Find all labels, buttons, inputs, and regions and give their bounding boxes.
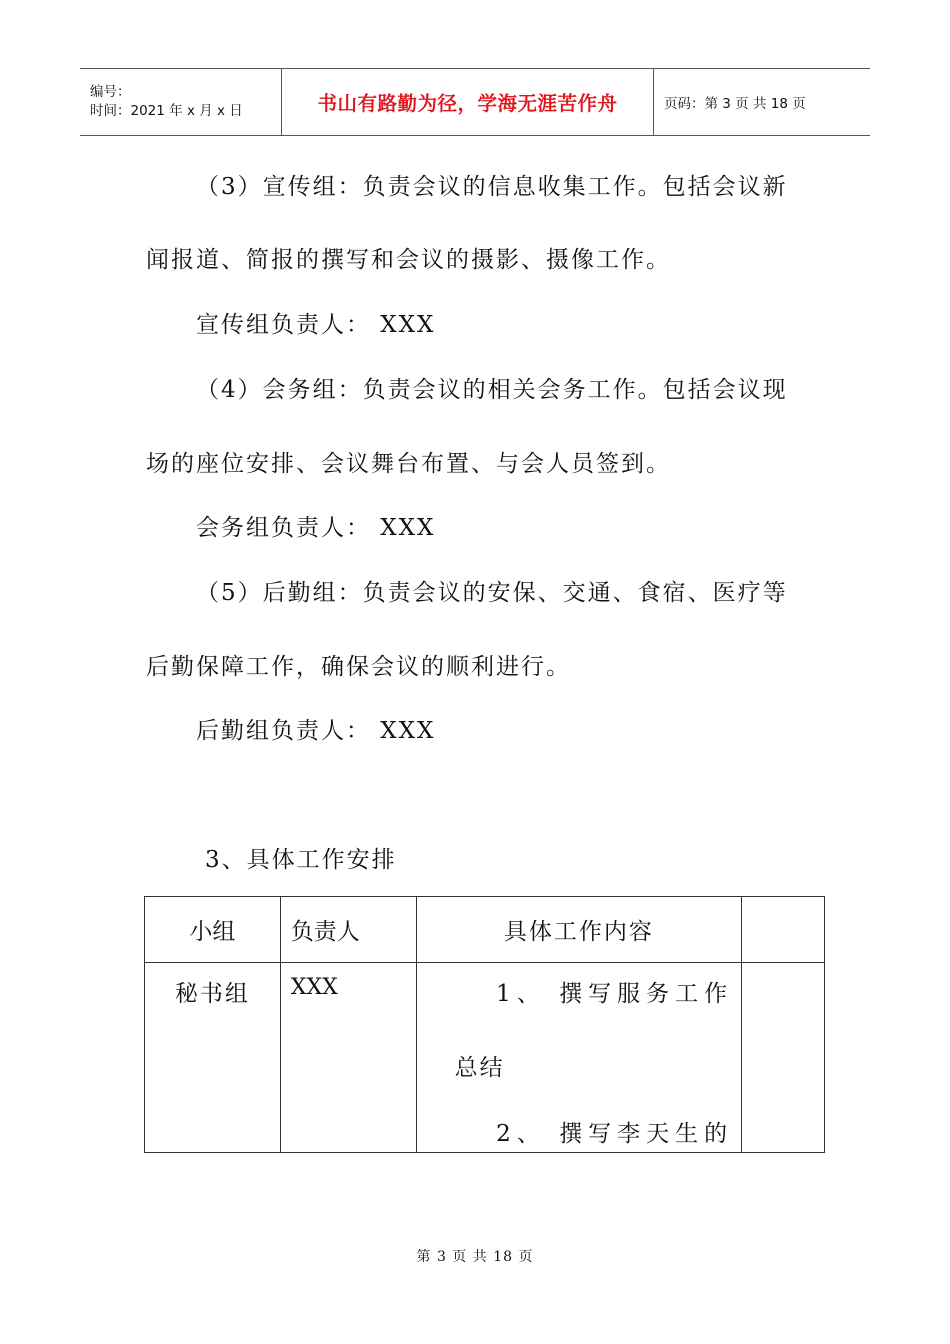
table-row [145,963,825,1153]
table-header-row [145,897,825,963]
page-header [80,68,870,136]
header-meta [80,69,282,135]
header-motto: 书山有路勤为径，学海无涯苦作舟 [317,92,618,115]
paragraph-publicity-line2: 闻报道、简报的撰写和会议的摄影、摄像工作。 [146,247,671,273]
paragraph-affairs-line1: （4）会务组：负责会议的相关会务工作。包括会议现 [196,377,788,403]
document-date-label: 时间：2021 年 x 月 x 日 [90,103,243,119]
paragraph-publicity-line1: （3）宣传组：负责会议的信息收集工作。包括会议新 [196,174,788,200]
page-footer: 第 3 页 共 18 页 [416,1249,534,1265]
logistics-lead: 后勤组负责人： XXX [196,718,436,744]
affairs-lead: 会务组负责人： XXX [196,515,436,541]
cell-blank [742,963,825,1153]
cell-content [416,963,741,1153]
section-title: 3、具体工作安排 [205,847,397,873]
header-content: 具体工作内容 [416,897,741,963]
paragraph-logistics-line2: 后勤保障工作，确保会议的顺利进行。 [146,654,571,680]
content-item-2: 2、 撰写李天生的 [496,1121,734,1147]
document-number-label: 编号： [90,84,131,100]
paragraph-affairs-line2: 场的座位安排、会议舞台布置、与会人员签到。 [146,451,671,477]
work-arrangement-table [144,896,825,1153]
header-lead: 负责人 [280,897,416,963]
content-item-1: 1、 撰写服务工作 [496,981,734,1007]
cell-lead: XXX [280,963,416,1153]
publicity-lead: 宣传组负责人： XXX [196,312,436,338]
header-page-info [654,69,870,135]
header-page-number: 页码：第 3 页 共 18 页 [664,96,806,112]
cell-group: 秘书组 [145,963,281,1153]
paragraph-logistics-line1: （5）后勤组：负责会议的安保、交通、食宿、医疗等 [196,580,788,606]
header-motto-cell [282,69,654,135]
content-item-1-cont: 总结 [454,1055,505,1081]
header-blank [742,897,825,963]
header-group: 小组 [145,897,281,963]
